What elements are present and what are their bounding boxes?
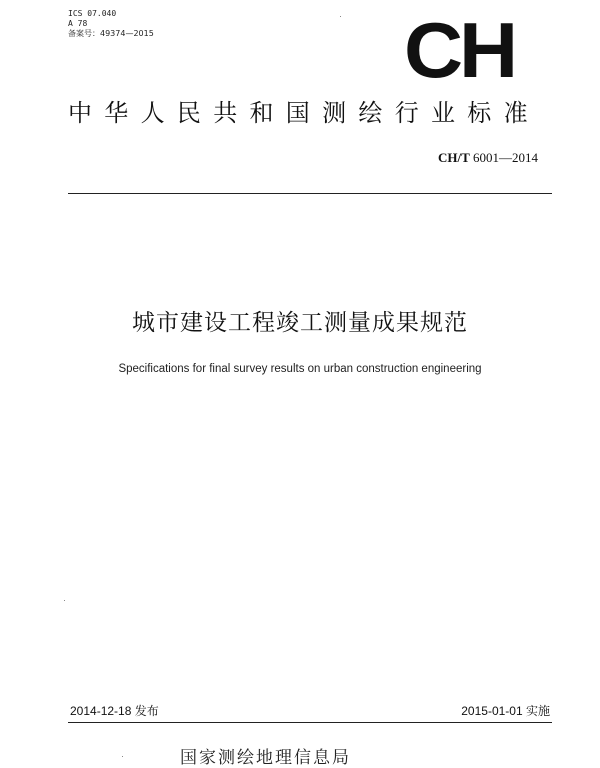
- standard-code: [438, 150, 538, 166]
- ch-logo: CH: [404, 6, 514, 94]
- record-label: 备案号：: [68, 29, 100, 38]
- bottom-divider: [68, 722, 552, 723]
- scan-speck: [64, 600, 65, 601]
- issue-date-value: 2014-12-18: [70, 704, 132, 718]
- document-title-chinese: 城市建设工程竣工测量成果规范: [132, 310, 468, 336]
- standard-code-number: 6001—2014: [473, 150, 538, 165]
- standard-code-prefix: CH/T: [437, 150, 470, 165]
- issue-date: [70, 702, 159, 719]
- effective-date-label: 实施: [525, 704, 550, 718]
- record-value: 49374—2015: [100, 29, 154, 38]
- document-title-english: Specifications for final survey results on urban construction engineering: [118, 363, 482, 375]
- issuing-authority: 国家测绘地理信息局: [180, 748, 351, 768]
- record-number: [68, 29, 154, 39]
- classification-code: A 78: [68, 19, 88, 28]
- top-divider: [68, 193, 552, 194]
- ics-code: ICS 07.040: [68, 9, 117, 18]
- standard-header: 中华人民共和国测绘行业标准: [68, 99, 540, 127]
- effective-date-value: 2015-01-01: [461, 704, 523, 718]
- effective-date: [461, 702, 550, 719]
- scan-speck: [340, 16, 341, 17]
- issue-date-label: 发布: [134, 704, 159, 718]
- scan-speck: [122, 756, 123, 757]
